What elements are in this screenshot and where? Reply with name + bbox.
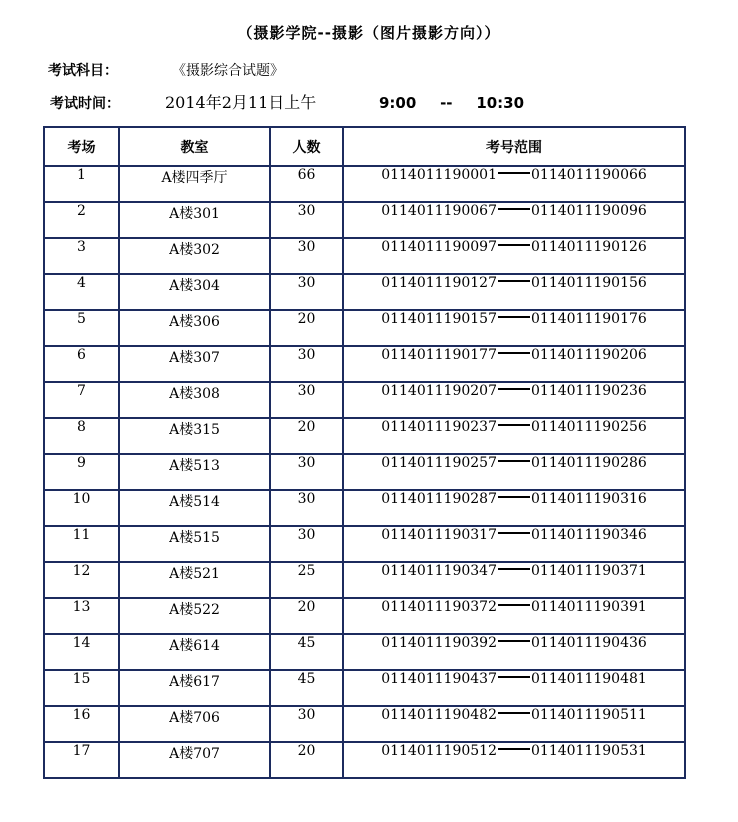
- cell-classroom: A楼522: [119, 598, 270, 634]
- cell-student-count: 20: [270, 310, 343, 346]
- cell-student-count: 20: [270, 742, 343, 778]
- exam-subject-value: 《摄影综合试题》: [172, 63, 284, 79]
- cell-id-range: [343, 634, 685, 670]
- range-dash: [498, 604, 530, 606]
- cell-room-number: 14: [44, 634, 119, 670]
- table-body: [44, 166, 685, 778]
- cell-student-count: 66: [270, 166, 343, 202]
- cell-student-count: 20: [270, 418, 343, 454]
- cell-id-range: [343, 418, 685, 454]
- cell-room-number: 10: [44, 490, 119, 526]
- id-range-end: 0114011190531: [531, 743, 647, 759]
- table-row: [44, 454, 685, 490]
- id-range-start: 0114011190097: [381, 239, 497, 255]
- id-range-end: 0114011190371: [531, 563, 647, 579]
- cell-room-number: 17: [44, 742, 119, 778]
- cell-classroom: A楼四季厅: [119, 166, 270, 202]
- range-dash: [498, 352, 530, 354]
- exam-room-table: [43, 126, 686, 779]
- id-range-start: 0114011190482: [381, 707, 497, 723]
- id-range-start: 0114011190372: [381, 599, 497, 615]
- id-range-end: 0114011190096: [531, 203, 647, 219]
- range-dash: [498, 568, 530, 570]
- cell-student-count: 20: [270, 598, 343, 634]
- cell-room-number: 8: [44, 418, 119, 454]
- page-title: （摄影学院--摄影（图片摄影方向））: [237, 24, 501, 42]
- exam-time-row: [50, 90, 524, 113]
- cell-student-count: 30: [270, 526, 343, 562]
- id-range-start: 0114011190347: [381, 563, 497, 579]
- cell-id-range: [343, 310, 685, 346]
- exam-date: 2014年2月11日上午: [165, 93, 317, 112]
- range-dash: [498, 388, 530, 390]
- id-range-end: 0114011190176: [531, 311, 647, 327]
- cell-room-number: 2: [44, 202, 119, 238]
- cell-room-number: 15: [44, 670, 119, 706]
- cell-room-number: 1: [44, 166, 119, 202]
- id-range-end: 0114011190316: [531, 491, 647, 507]
- cell-student-count: 30: [270, 382, 343, 418]
- header-id-range: 考号范围: [343, 127, 685, 166]
- id-range-start: 0114011190317: [381, 527, 497, 543]
- cell-room-number: 9: [44, 454, 119, 490]
- cell-student-count: 30: [270, 202, 343, 238]
- table-row: [44, 742, 685, 778]
- id-range-start: 0114011190157: [381, 311, 497, 327]
- cell-classroom: A楼308: [119, 382, 270, 418]
- cell-room-number: 7: [44, 382, 119, 418]
- cell-id-range: [343, 562, 685, 598]
- id-range-end: 0114011190256: [531, 419, 647, 435]
- cell-student-count: 30: [270, 238, 343, 274]
- cell-id-range: [343, 670, 685, 706]
- cell-id-range: [343, 202, 685, 238]
- range-dash: [498, 496, 530, 498]
- range-dash: [498, 208, 530, 210]
- id-range-start: 0114011190067: [381, 203, 497, 219]
- table-row: [44, 418, 685, 454]
- cell-classroom: A楼315: [119, 418, 270, 454]
- cell-classroom: A楼307: [119, 346, 270, 382]
- header-classroom: 教室: [119, 127, 270, 166]
- cell-id-range: [343, 706, 685, 742]
- cell-id-range: [343, 166, 685, 202]
- id-range-end: 0114011190126: [531, 239, 647, 255]
- table-row: [44, 274, 685, 310]
- range-dash: [498, 280, 530, 282]
- header-room-number: 考场: [44, 127, 119, 166]
- table-header-row: [44, 127, 685, 166]
- cell-classroom: A楼706: [119, 706, 270, 742]
- range-dash: [498, 424, 530, 426]
- cell-id-range: [343, 274, 685, 310]
- cell-classroom: A楼514: [119, 490, 270, 526]
- exam-subject-row: [48, 60, 284, 80]
- id-range-start: 0114011190207: [381, 383, 497, 399]
- id-range-end: 0114011190346: [531, 527, 647, 543]
- table-row: [44, 706, 685, 742]
- cell-id-range: [343, 454, 685, 490]
- cell-classroom: A楼614: [119, 634, 270, 670]
- cell-room-number: 11: [44, 526, 119, 562]
- cell-classroom: A楼301: [119, 202, 270, 238]
- id-range-end: 0114011190481: [531, 671, 647, 687]
- cell-classroom: A楼304: [119, 274, 270, 310]
- cell-student-count: 30: [270, 346, 343, 382]
- cell-classroom: A楼515: [119, 526, 270, 562]
- table-row: [44, 202, 685, 238]
- table-row: [44, 634, 685, 670]
- cell-room-number: 6: [44, 346, 119, 382]
- cell-room-number: 4: [44, 274, 119, 310]
- table-row: [44, 526, 685, 562]
- cell-id-range: [343, 238, 685, 274]
- table-row: [44, 382, 685, 418]
- cell-room-number: 12: [44, 562, 119, 598]
- table-row: [44, 670, 685, 706]
- table-row: [44, 598, 685, 634]
- cell-classroom: A楼707: [119, 742, 270, 778]
- id-range-end: 0114011190391: [531, 599, 647, 615]
- cell-room-number: 13: [44, 598, 119, 634]
- cell-classroom: A楼521: [119, 562, 270, 598]
- table-row: [44, 238, 685, 274]
- exam-start-time: 9:00: [379, 94, 417, 112]
- exam-end-time: 10:30: [476, 94, 525, 112]
- cell-student-count: 30: [270, 454, 343, 490]
- cell-room-number: 16: [44, 706, 119, 742]
- range-dash: [498, 748, 530, 750]
- cell-classroom: A楼513: [119, 454, 270, 490]
- exam-time-separator: --: [440, 94, 453, 112]
- cell-room-number: 5: [44, 310, 119, 346]
- cell-student-count: 30: [270, 274, 343, 310]
- range-dash: [498, 532, 530, 534]
- id-range-end: 0114011190236: [531, 383, 647, 399]
- cell-student-count: 25: [270, 562, 343, 598]
- cell-student-count: 45: [270, 634, 343, 670]
- table-row: [44, 346, 685, 382]
- range-dash: [498, 316, 530, 318]
- cell-id-range: [343, 526, 685, 562]
- cell-id-range: [343, 490, 685, 526]
- table-row: [44, 166, 685, 202]
- range-dash: [498, 712, 530, 714]
- table-row: [44, 310, 685, 346]
- cell-id-range: [343, 742, 685, 778]
- id-range-start: 0114011190512: [381, 743, 497, 759]
- id-range-start: 0114011190001: [381, 167, 497, 183]
- id-range-start: 0114011190127: [381, 275, 497, 291]
- id-range-start: 0114011190287: [381, 491, 497, 507]
- exam-subject-label: 考试科目：: [48, 63, 118, 79]
- cell-student-count: 45: [270, 670, 343, 706]
- range-dash: [498, 640, 530, 642]
- cell-id-range: [343, 598, 685, 634]
- range-dash: [498, 460, 530, 462]
- id-range-end: 0114011190436: [531, 635, 647, 651]
- cell-student-count: 30: [270, 490, 343, 526]
- exam-time-label: 考试时间：: [50, 96, 120, 112]
- id-range-start: 0114011190257: [381, 455, 497, 471]
- header-student-count: 人数: [270, 127, 343, 166]
- id-range-end: 0114011190206: [531, 347, 647, 363]
- id-range-start: 0114011190237: [381, 419, 497, 435]
- cell-id-range: [343, 346, 685, 382]
- range-dash: [498, 676, 530, 678]
- cell-room-number: 3: [44, 238, 119, 274]
- id-range-end: 0114011190156: [531, 275, 647, 291]
- range-dash: [498, 244, 530, 246]
- cell-classroom: A楼306: [119, 310, 270, 346]
- id-range-start: 0114011190392: [381, 635, 497, 651]
- id-range-start: 0114011190177: [381, 347, 497, 363]
- table-row: [44, 562, 685, 598]
- id-range-end: 0114011190066: [531, 167, 647, 183]
- cell-classroom: A楼617: [119, 670, 270, 706]
- id-range-start: 0114011190437: [381, 671, 497, 687]
- id-range-end: 0114011190286: [531, 455, 647, 471]
- cell-id-range: [343, 382, 685, 418]
- table-row: [44, 490, 685, 526]
- cell-classroom: A楼302: [119, 238, 270, 274]
- cell-student-count: 30: [270, 706, 343, 742]
- range-dash: [498, 172, 530, 174]
- id-range-end: 0114011190511: [531, 707, 647, 723]
